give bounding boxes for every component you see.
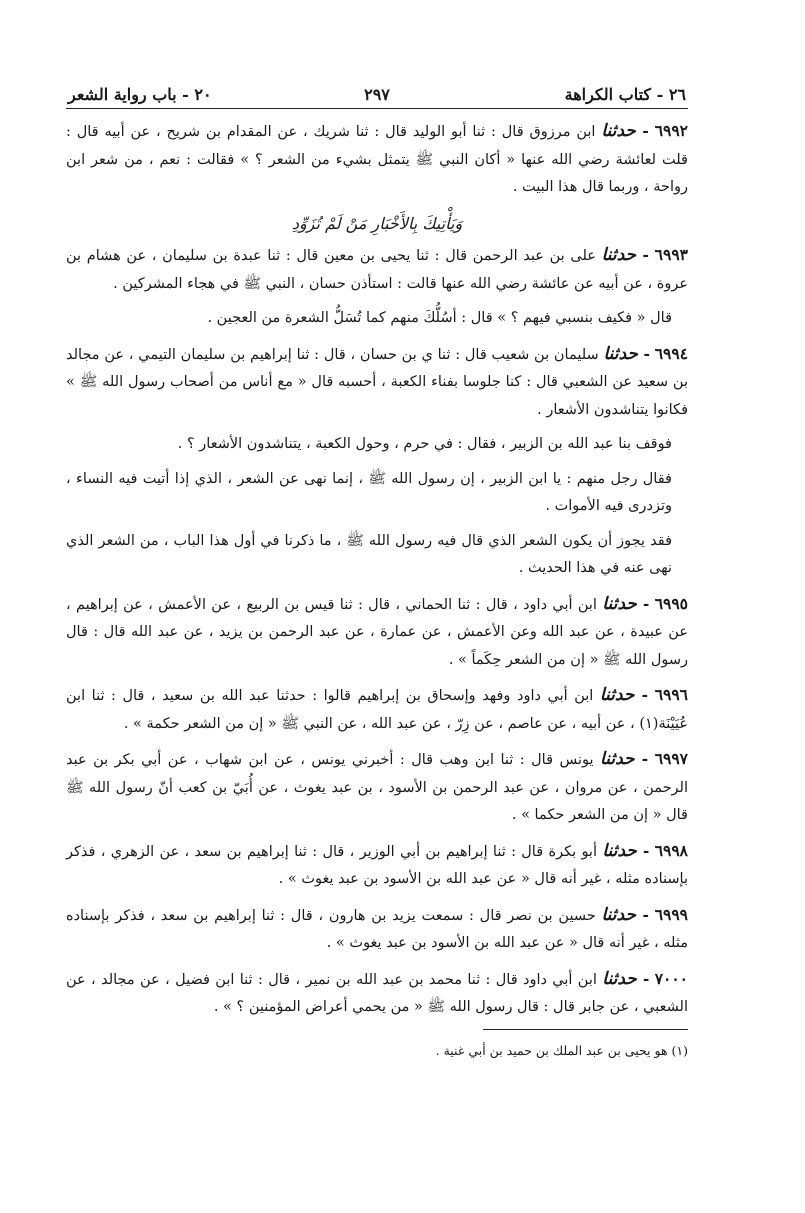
hadith-intro: حدثنا xyxy=(601,121,636,141)
hadith-number: ٦٩٩٧ xyxy=(654,749,689,768)
hadith-text: أبو بكرة قال : ثنا إبراهيم بن أبي الوزير ، قال : ثنا إبراهيم بن سعد ، عن الزهري ، فذكر بإسناده مثله ، غير أنه قال « عن عبد الله بن الأسود بن عبد يغوث » . xyxy=(66,843,688,887)
page-body xyxy=(66,117,688,1060)
hadith-text: على بن عبد الرحمن قال : ثنا يحيى بن معين قال : ثنا عبدة بن سليمان ، عن هشام بن عروة ، عن أبيه عن عائشة رضي الله عنها قالت : استأذن حسان ، النبي ﷺ في هجاء المشركين . xyxy=(66,248,688,292)
hadith-6996: ٦٩٩٦ - حدثنا ابن أبي داود وفهد وإسحاق بن إبراهيم قالوا : حدثنا عبد الله بن سعيد ، قال : ثنا ابن عُيَيْنَة(١) ، عن أبيه ، عن عاصم ، عن زِرّ ، عن عبد الله ، عن النبي ﷺ « إن من الشعر حكمة » . xyxy=(66,685,688,732)
paragraph: فقال رجل منهم : يا ابن الزبير ، إن رسول الله ﷺ ، إنما نهى عن الشعر ، الذي إذا أتيت فيه النساء ، وتزدرى فيه الأموات . xyxy=(66,470,672,514)
running-head xyxy=(66,82,688,109)
hadith-number: ٦٩٩٣ xyxy=(654,245,688,264)
hadith-number: ٧٠٠٠ xyxy=(654,968,688,988)
footnote: (١) هو يحيى بن عبد الملك بن حميد بن أبي غنية . xyxy=(435,1043,688,1058)
hadith-6995: ٦٩٩٥ - حدثنا ابن أبي داود ، قال : ثنا الحماني ، قال : ثنا قيس بن الربيع ، عن الأعمش ، عن إبراهيم ، عن عبيدة ، عن عبد الله وعن الأعمش ، عن عمارة ، عن عبد الرحمن بن يزيد ، عن عبد الله قال : قال رسول الله ﷺ « إن من الشعر حِكَماً » . xyxy=(66,593,688,668)
hadith-intro: حدثنا xyxy=(602,593,637,614)
hadith-intro: حدثنا xyxy=(603,343,638,364)
hadith-intro: حدثنا xyxy=(601,245,637,265)
hadith-number: ٦٩٩٨ xyxy=(654,840,688,860)
hadith-6994: ٦٩٩٤ - حدثنا سليمان بن شعيب قال : ثنا ي بن حسان ، قال : ثنا إبراهيم بن سليمان التيمي ، عن مجالد بن سعيد عن الشعبي قال : كنا جلوسا بفناء الكعبة ، أحسبه قال « مع أناس من أصحاب رسول الله ﷺ » فكانوا يتناشدون الأشعار . xyxy=(66,343,689,418)
poetry-verse: وَيَأْتِيكَ بِالأَخْبَارِ مَنْ لَمْ تُزَوِّدِ xyxy=(291,213,463,233)
book-title: ٢٦ - كتاب الكراهة xyxy=(564,85,686,104)
hadith-7000: ٧٠٠٠ - حدثنا ابن أبي داود قال : ثنا محمد بن عبد الله بن نمير ، قال : ثنا ابن فضيل ، عن مجالد ، عن الشعبي ، عن جابر قال : قال رسول الله ﷺ « من يحمي أعراض المؤمنين ؟ » . xyxy=(66,968,688,1015)
book-page xyxy=(66,82,688,1073)
hadith-number: ٦٩٩٤ xyxy=(654,343,689,363)
hadith-text: ابن مرزوق قال : ثنا أبو الوليد قال : ثنا شريك ، عن المقدام بن شريح ، عن أبيه قال : قلت لعائشة رضي الله عنها « أكان النبي ﷺ يتمثل بشيء من الشعر ؟ » فقالت : نعم ، من شعر ابن رواحة ، وربما قال هذا البيت . xyxy=(66,124,688,195)
hadith-number: ٦٩٩٦ xyxy=(654,685,688,704)
hadith-text: يونس قال : ثنا ابن وهب قال : أخبرني يونس ، عن ابن شهاب ، عن أبي بكر بن عبد الرحمن ، عن مروان ، عن عبد الرحمن بن الأسود ، بن عبد يغوث ، عن أُبَيّ بن كعب أنّ رسول الله ﷺ قال « إن من الشعر حكما » . xyxy=(66,752,688,823)
page-number: ٢٩٧ xyxy=(364,85,390,104)
paragraph: قال « فكيف بنسبي فيهم ؟ » قال : أسُلُّكَ منهم كما تُسَلُّ الشعرة من العجين . xyxy=(207,310,672,326)
paragraph: فقد يجوز أن يكون الشعر الذي قال فيه رسول الله ﷺ ، ما ذكرنا في أول هذا الباب ، من الشعر الذي نهى عنه في هذا الحديث . xyxy=(66,532,672,576)
hadith-6999: ٦٩٩٩ - حدثنا حسين بن نصر قال : سمعت يزيد بن هارون ، قال : ثنا إبراهيم بن سعد ، فذكر بإسناده مثله ، غير أنه قال « عن عبد الله بن الأسود بن عبد يغوث » . xyxy=(66,904,689,951)
hadith-6997: ٦٩٩٧ - حدثنا يونس قال : ثنا ابن وهب قال : أخبرني يونس ، عن ابن شهاب ، عن أبي بكر بن عبد الرحمن ، عن مروان ، عن عبد الرحمن بن الأسود ، بن عبد يغوث ، عن أُبَيّ بن كعب أنّ رسول الله ﷺ قال « إن من الشعر حكما » . xyxy=(66,749,689,823)
hadith-intro: حدثنا xyxy=(602,840,637,861)
hadith-6993: ٦٩٩٣ - حدثنا على بن عبد الرحمن قال : ثنا يحيى بن معين قال : ثنا عبدة بن سليمان ، عن هشام بن عروة ، عن أبيه عن عائشة رضي الله عنها قالت : استأذن حسان ، النبي ﷺ في هجاء المشركين . xyxy=(66,245,688,292)
hadith-text: سليمان بن شعيب قال : ثنا ي بن حسان ، قال : ثنا إبراهيم بن سليمان التيمي ، عن مجالد بن سعيد عن الشعبي قال : كنا جلوسا بفناء الكعبة ، أحسبه قال « مع أناس من أصحاب رسول الله ﷺ » فكانوا يتناشدون الأشعار . xyxy=(66,346,688,418)
hadith-intro: حدثنا xyxy=(600,749,635,769)
hadith-text: حسين بن نصر قال : سمعت يزيد بن هارون ، قال : ثنا إبراهيم بن سعد ، فذكر بإسناده مثله ، غير أنه قال « عن عبد الله بن الأسود بن عبد يغوث » . xyxy=(66,907,688,951)
hadith-number: ٦٩٩٥ xyxy=(654,593,688,613)
footnote-divider xyxy=(483,1029,688,1030)
hadith-text: ابن أبي داود ، قال : ثنا الحماني ، قال : ثنا قيس بن الربيع ، عن الأعمش ، عن إبراهيم ، عن عبيدة ، عن عبد الله وعن الأعمش ، عن عمارة ، عن عبد الرحمن بن يزيد ، عن عبد الله قال : قال رسول الله ﷺ « إن من الشعر حِكَماً » . xyxy=(66,596,688,668)
hadith-text: ابن أبي داود قال : ثنا محمد بن عبد الله بن نمير ، قال : ثنا ابن فضيل ، عن مجالد ، عن الشعبي ، عن جابر قال : قال رسول الله ﷺ « من يحمي أعراض المؤمنين ؟ » . xyxy=(66,971,688,1015)
hadith-number: ٦٩٩٩ xyxy=(654,904,689,924)
hadith-intro: حدثنا xyxy=(601,904,636,925)
hadith-number: ٦٩٩٢ xyxy=(654,121,689,140)
chapter-title: ٢٠ - باب رواية الشعر xyxy=(68,85,212,104)
hadith-6998: ٦٩٩٨ - حدثنا أبو بكرة قال : ثنا إبراهيم بن أبي الوزير ، قال : ثنا إبراهيم بن سعد ، عن الزهري ، فذكر بإسناده مثله ، غير أنه قال « عن عبد الله بن الأسود بن عبد يغوث » . xyxy=(66,840,688,887)
hadith-text: ابن أبي داود وفهد وإسحاق بن إبراهيم قالوا : حدثنا عبد الله بن سعيد ، قال : ثنا ابن عُيَيْنَة(١) ، عن أبيه ، عن عاصم ، عن زِرّ ، عن عبد الله ، عن النبي ﷺ « إن من الشعر حكمة » . xyxy=(66,688,688,732)
hadith-intro: حدثنا xyxy=(599,685,635,705)
hadith-intro: حدثنا xyxy=(602,968,637,989)
paragraph: فوقف بنا عبد الله بن الزبير ، فقال : في حرم ، وحول الكعبة ، يتناشدون الأشعار ؟ . xyxy=(177,436,672,452)
hadith-6992: ٦٩٩٢ - حدثنا ابن مرزوق قال : ثنا أبو الوليد قال : ثنا شريك ، عن المقدام بن شريح ، عن أبيه قال : قلت لعائشة رضي الله عنها « أكان النبي ﷺ يتمثل بشيء من الشعر ؟ » فقالت : نعم ، من شعر ابن رواحة ، وربما قال هذا البيت . xyxy=(66,121,689,195)
